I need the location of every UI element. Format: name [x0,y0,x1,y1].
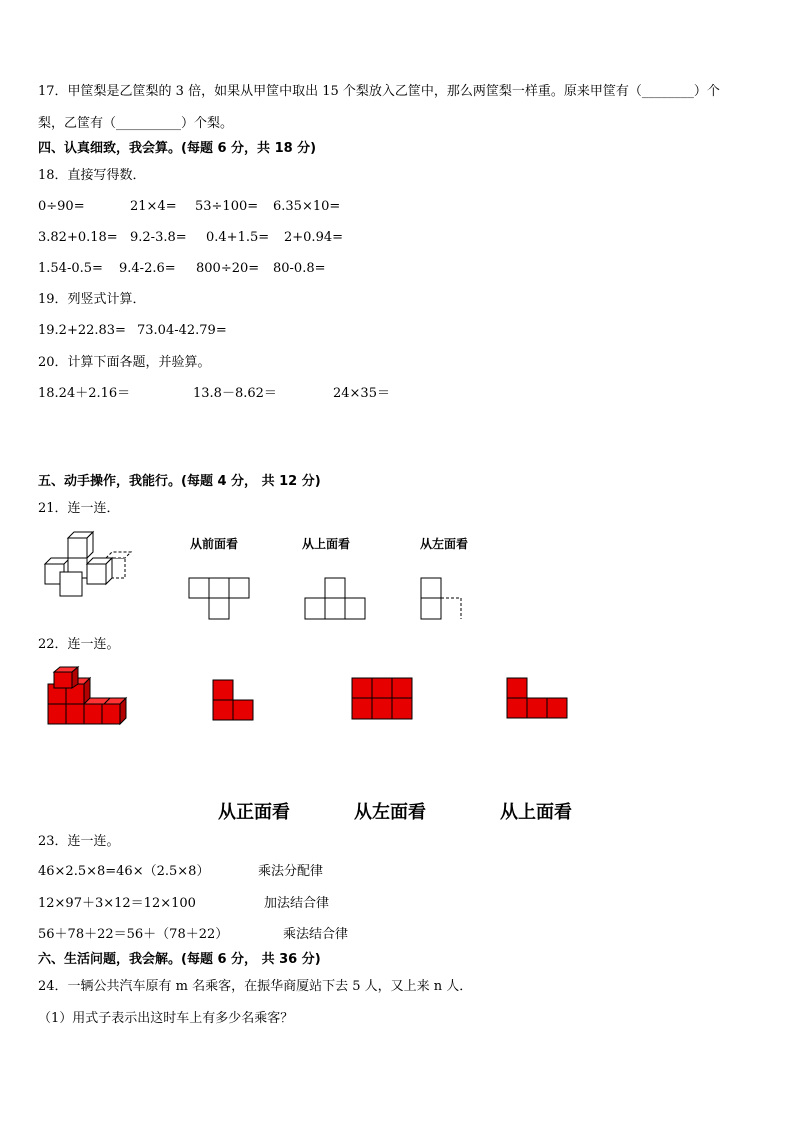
section5-heading: 五、动手操作，我能行。(每题 4 分， 共 12 分) [38,474,321,489]
q19-title: 19．列竖式计算． [38,292,146,307]
q20-title: 20．计算下面各题，并验算。 [38,355,211,370]
q18-r2c2: 9.2-3.8= [130,230,187,245]
q21-label-top: 从上面看 [302,537,351,551]
q22-label-top: 从上面看 [500,802,572,823]
q21-view-a [188,577,250,621]
q21-label-front: 从前面看 [190,537,239,551]
q18-r1c1: 0÷90= [38,199,85,214]
q23-law2: 加法结合律 [264,896,330,911]
q22-title: 22．连一连。 [38,637,120,652]
q18-title: 18．直接写得数． [38,168,146,183]
q18-r3c3: 800÷20= [196,261,260,276]
section4-heading: 四、认真细致，我会算。(每题 6 分，共 18 分) [38,141,317,156]
q17-line1: 17．甲筐梨是乙筐梨的 3 倍，如果从甲筐中取出 15 个梨放入乙筐中，那么两筐梨一样重。原来甲筐有（________）个 [38,84,720,99]
q17-line2: 梨，乙筐有（__________）个梨。 [38,116,234,131]
q18-r2c1: 3.82+0.18= [38,230,118,245]
q18-r3c2: 9.4-2.6= [119,261,176,276]
q20-item2: 13.8－8.62＝ [193,386,277,401]
q19-item1: 19.2+22.83= [38,323,126,338]
q21-view-b [304,577,366,621]
q18-r3c4: 80-0.8= [273,261,326,276]
q22-label-front: 从正面看 [218,802,290,823]
q18-r1c3: 53÷100= [195,199,259,214]
q21-title: 21．连一连． [38,501,120,516]
q23-law3: 乘法结合律 [283,927,349,942]
q23-item3: 56＋78＋22＝56＋（78＋22） [38,927,229,942]
q21-label-left: 从左面看 [420,537,469,551]
q18-r1c4: 6.35×10= [273,199,341,214]
q22-red-cube-stack [44,666,130,728]
q18-r1c2: 21×4= [130,199,177,214]
q19-item2: 73.04-42.79= [137,323,227,338]
q21-view-c [420,577,464,621]
q23-title: 23．连一连。 [38,834,120,849]
q22-view-l-shape [212,679,256,721]
q21-cube-stack-figure [40,530,130,600]
q22-view-step [506,677,568,719]
q18-r2c4: 2+0.94= [284,230,344,245]
q23-item1: 46×2.5×8=46×（2.5×8） [38,864,210,879]
q20-item3: 24×35＝ [333,386,390,401]
q23-item2: 12×97＋3×12＝12×100 [38,896,196,911]
section6-heading: 六、生活问题，我会解。(每题 6 分， 共 36 分) [38,952,321,967]
q22-view-rect [351,677,413,721]
q18-r2c3: 0.4+1.5= [206,230,270,245]
q24-sub1: （1）用式子表示出这时车上有多少名乘客？ [38,1011,294,1026]
q18-r3c1: 1.54-0.5= [38,261,103,276]
q20-item1: 18.24＋2.16＝ [38,386,131,401]
q23-law1: 乘法分配律 [258,864,324,879]
q22-label-left: 从左面看 [354,802,426,823]
q24-title: 24．一辆公共汽车原有 m 名乘客，在振华商厦站下去 5 人，又上来 n 人． [38,979,473,994]
